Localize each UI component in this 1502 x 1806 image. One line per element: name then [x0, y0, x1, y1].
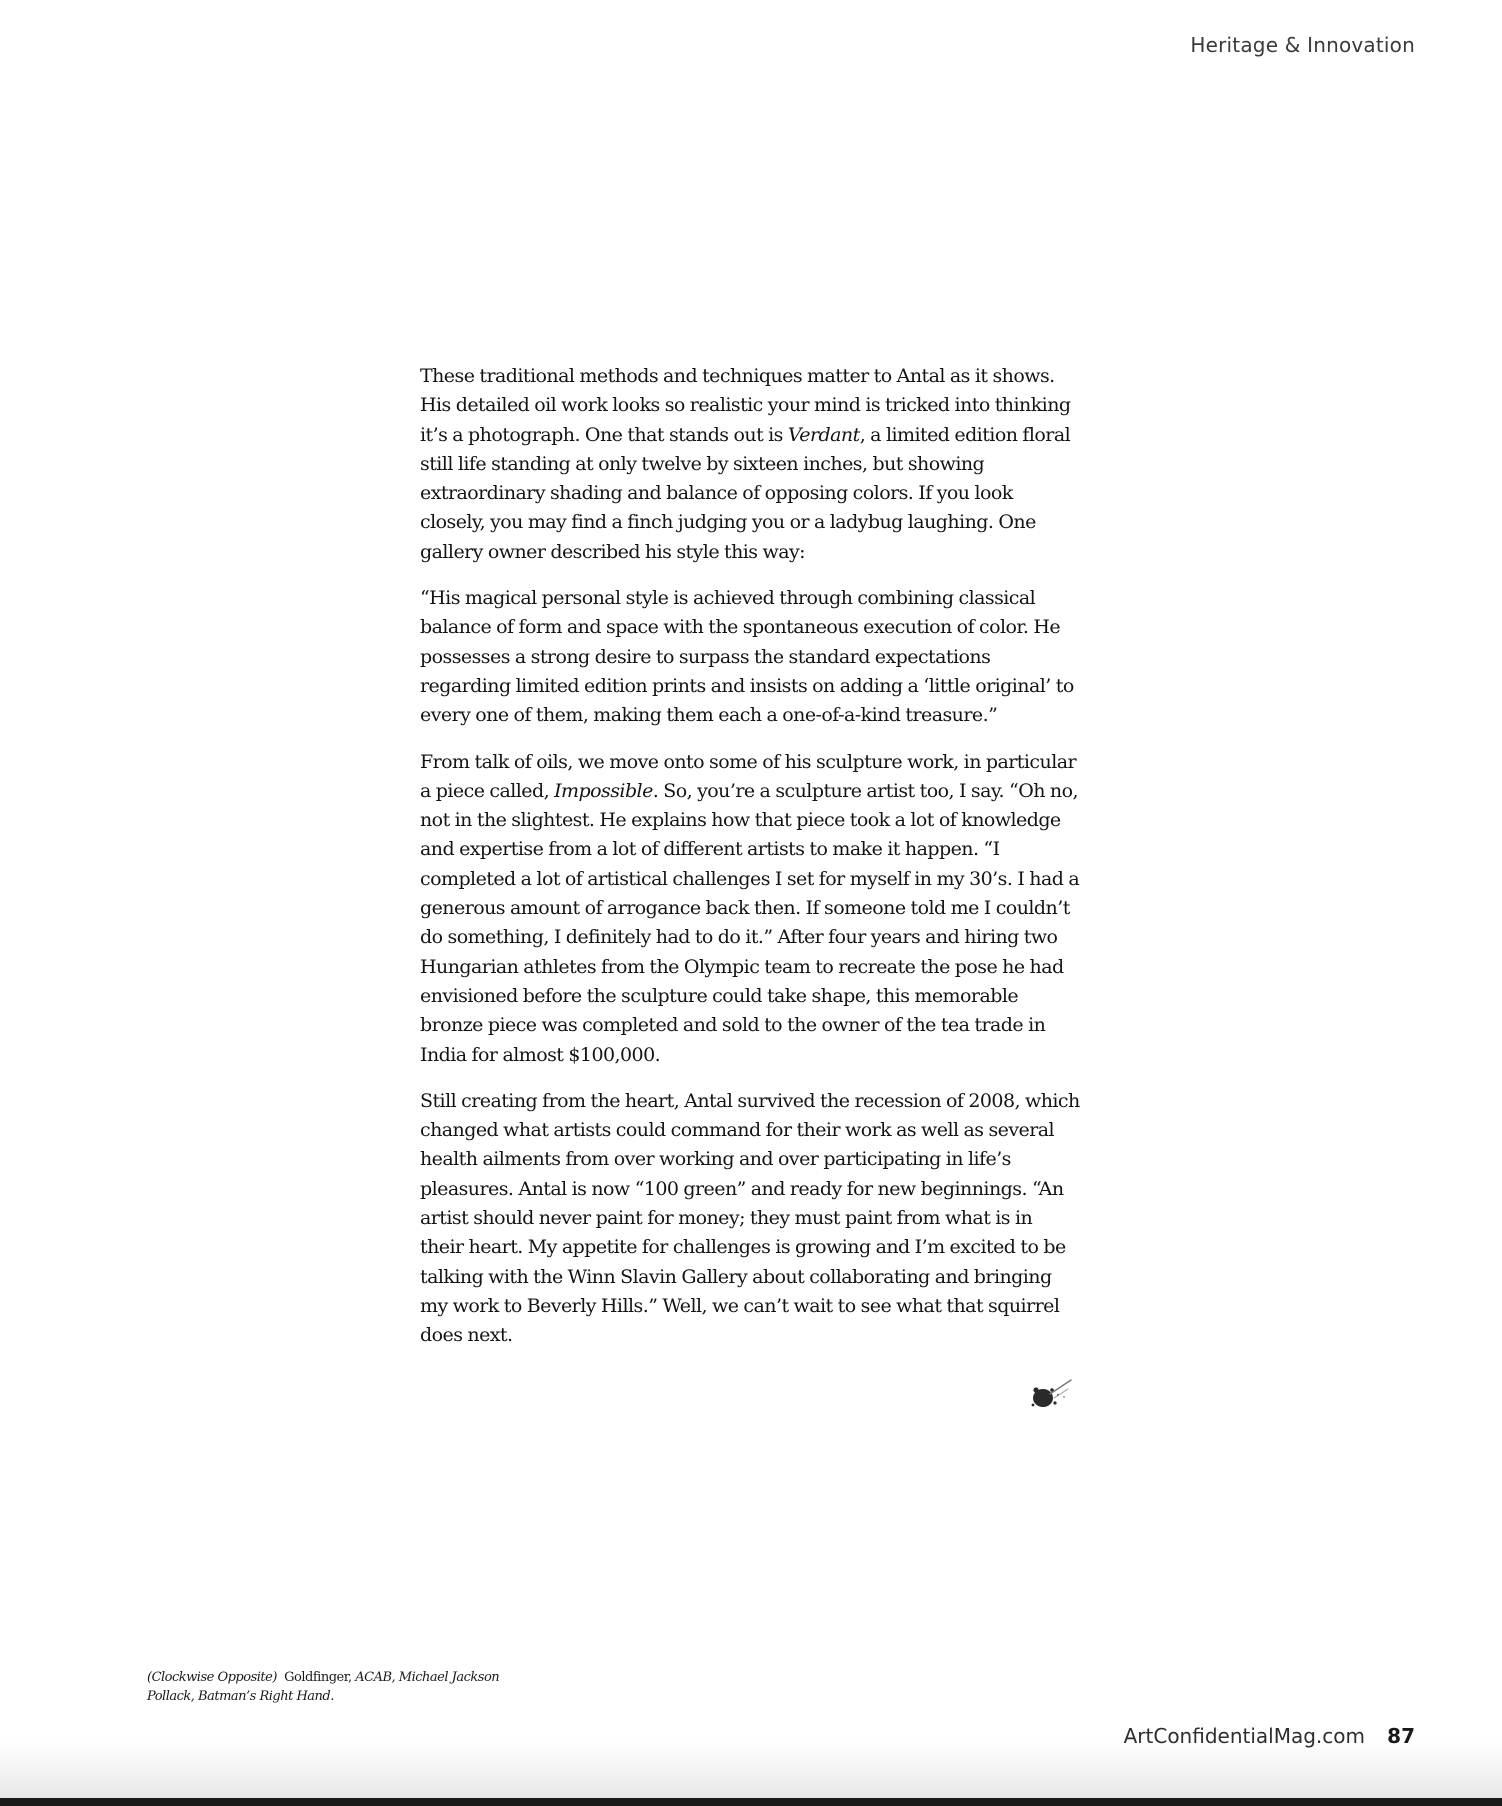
article-quote-paragraph: “His magical personal style is achieved through combining classical balance of form and space with the spontaneous execution of color. He possesses a strong desire to surpass the standard expectations regarding limited edition prints and insists on adding a ‘little original’ to every one of them, making them each a one-of-a-kind treasure.” — [420, 587, 1074, 727]
footer-website: ArtConfidentialMag.com — [1123, 1724, 1365, 1748]
caption-separator: , — [348, 1670, 356, 1685]
artwork-title-verdant: Verdant — [787, 423, 860, 446]
image-caption — [147, 1668, 507, 1706]
paint-splat-end-icon — [1028, 1378, 1074, 1410]
article-paragraph-1 — [420, 362, 1080, 567]
page-bottom-shade — [0, 1740, 1502, 1798]
article-paragraph-4: Still creating from the heart, Antal survived the recession of 2008, which changed what artists could command for their work as well as several health ailments from over working and over participating in life’s pleasures. Antal is now “100 green” and ready for new beginnings. “An artist should never paint for money; they must paint from what is in their heart. My appetite for challenges is growing and I’m excited to be talking with the Winn Slavin Gallery about collaborating and bringing my work to Beverly Hills.” Well, we can’t wait to see what that squirrel does next. — [420, 1089, 1080, 1347]
caption-lead: (Clockwise Opposite) — [147, 1670, 277, 1685]
article-paragraph-3 — [420, 748, 1080, 1070]
p3-text-after: . So, you’re a sculpture artist too, I say. “Oh no, not in the slightest. He explains how that piece took a lot of knowledge and expertise from a lot of different artists to make it happen. “I completed a lot of artistical challenges I set for myself in my 30’s. I had a generous amount of arrogance back then. If someone told me I couldn’t do something, I definitely had to do it.” After four years and hiring two Hungarian athletes from the Olympic team to recreate the pose he had envisioned before the sculpture could take shape, this memorable bronze piece was completed and sold to the owner of the tea trade in India for almost $100,000. — [420, 779, 1080, 1066]
bottom-border — [0, 1798, 1502, 1806]
p1-text-before: These traditional methods and techniques matter to Antal as it shows. His detailed oil work looks so realistic your mind is tricked into thinking it’s a photograph. One that stands out is — [420, 365, 1071, 446]
p1-text-after: , a limited edition floral still life standing at only twelve by sixteen inches, but showing extraordinary shading and balance of opposing colors. If you look closely, you may find a finch judging you or a ladybug laughing. One gallery owner described his style this way: — [420, 423, 1071, 563]
page-number: 87 — [1387, 1724, 1415, 1748]
p3-text-before: From talk of oils, we move onto some of his sculpture work, in particular a piece called, — [420, 750, 1077, 802]
caption-works: ACAB, Michael Jackson Pollack, Batman’s Right Hand. — [147, 1670, 500, 1704]
article-body — [420, 362, 1080, 1368]
section-header: Heritage & Innovation — [1190, 33, 1415, 57]
artwork-title-impossible: Impossible — [554, 779, 653, 802]
caption-work-goldfinger: Goldfinger — [284, 1670, 348, 1685]
